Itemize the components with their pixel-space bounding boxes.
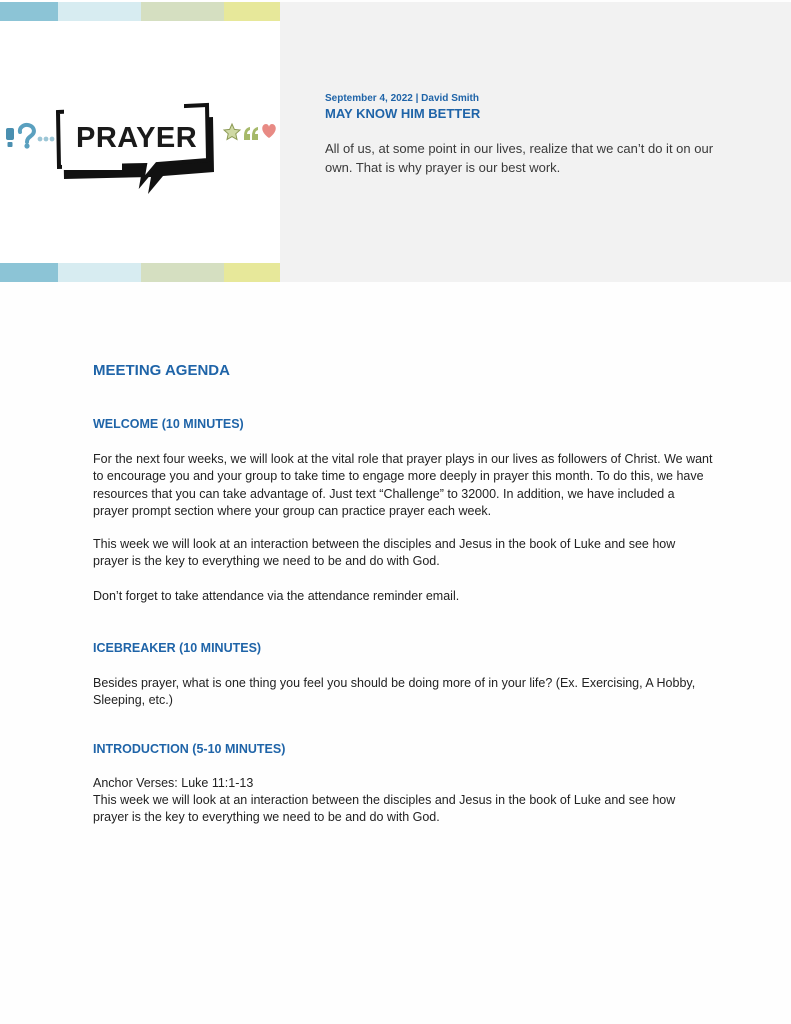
welcome-heading: WELCOME (10 MINUTES) [93, 417, 244, 431]
article-summary: All of us, at some point in our lives, realize that we can’t do it on our own. That is why prayer is our best work. [325, 141, 714, 175]
header-banner [0, 0, 791, 282]
welcome-paragraph-3: Don’t forget to take attendance via the attendance reminder email. [93, 589, 460, 603]
welcome-paragraph-2: This week we will look at an interaction between the disciples and Jesus in the book of Luke and see how prayer is the key to everything we need to be and do with God. [93, 537, 676, 569]
stripe-segment [141, 263, 224, 282]
stripe-segment [224, 263, 280, 282]
exclamation-icon [6, 128, 14, 147]
stripe-segment [0, 263, 58, 282]
icebreaker-paragraph: Besides prayer, what is one thing you feel you should be doing more of in your life? (Ex. Exercising, A Hobby, Sleeping, etc.) [93, 676, 696, 708]
stripe-segment [58, 263, 141, 282]
heart-icon [262, 124, 276, 138]
anchor-verses: Anchor Verses: Luke 11:1-13 [93, 776, 254, 790]
star-icon [224, 124, 240, 140]
byline: September 4, 2022 | David Smith [325, 93, 479, 104]
introduction-heading: INTRODUCTION (5-10 MINUTES) [93, 742, 286, 756]
welcome-paragraph-1: For the next four weeks, we will look at the vital role that prayer plays in our lives as followers of Christ. We want to encourage you and your group to take time to engage more deeply in prayer this month. To do this, we have resources that you can take advantage of. Just text “Challenge” to 32000. In addition, we have included a prayer prompt section where your group can practice prayer each week. [93, 452, 713, 519]
prayer-word: PRAYER [76, 122, 198, 154]
icebreaker-heading: ICEBREAKER (10 MINUTES) [93, 641, 262, 655]
article-title: MAY KNOW HIM BETTER [325, 106, 481, 121]
question-icon [20, 125, 34, 149]
color-stripe-bottom [0, 263, 280, 282]
introduction-paragraph: This week we will look at an interaction between the disciples and Jesus in the book of Luke and see how prayer is the key to everything we need to be and do with God. [93, 793, 676, 825]
header-text-panel [280, 2, 791, 282]
header-image [0, 0, 280, 282]
agenda-title: MEETING AGENDA [93, 362, 230, 379]
prayer-artwork [0, 0, 280, 282]
ellipsis-icon [38, 137, 55, 142]
quote-icon [244, 127, 258, 140]
